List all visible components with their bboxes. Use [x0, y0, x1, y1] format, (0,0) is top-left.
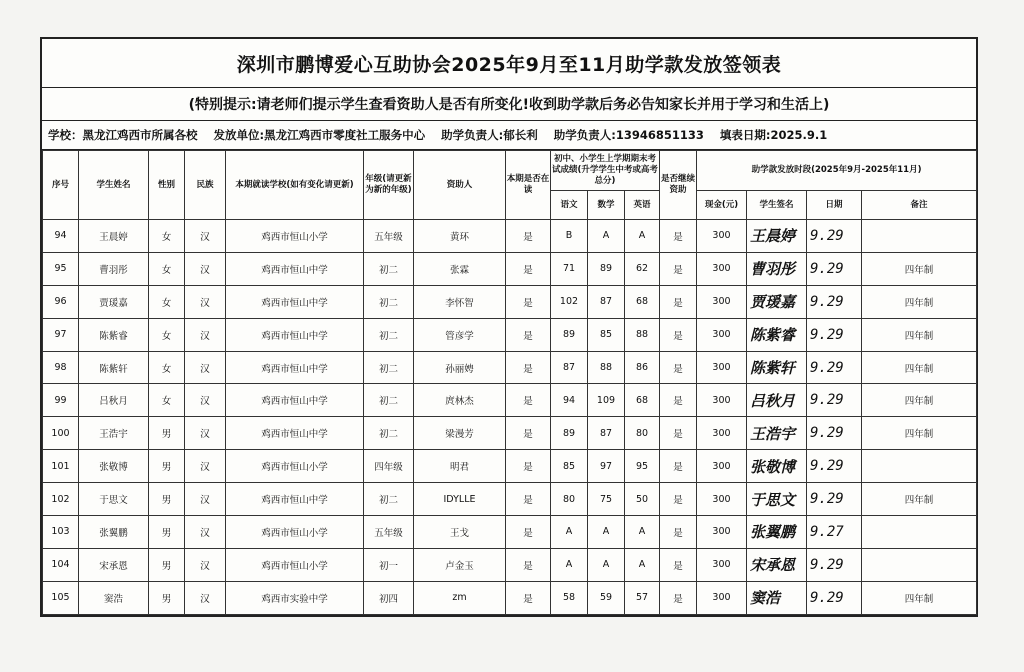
cell-enrolled: 是	[506, 285, 551, 318]
cell-school: 鸡西市恒山小学	[226, 450, 364, 483]
cell-cash: 300	[697, 285, 747, 318]
cell-continue: 是	[660, 548, 697, 581]
cell-math: 59	[588, 581, 625, 614]
cell-grade: 初二	[364, 351, 414, 384]
cell-enrolled: 是	[506, 483, 551, 516]
cell-ethnicity: 汉	[185, 417, 226, 450]
contact-phone: 助学负责人:13946851133	[553, 128, 704, 142]
cell-seq: 100	[43, 417, 79, 450]
table-row	[43, 581, 977, 614]
cell-name: 张翼鹏	[79, 516, 149, 549]
cell-school: 鸡西市恒山中学	[226, 483, 364, 516]
cell-cash: 300	[697, 516, 747, 549]
cell-enrolled: 是	[506, 351, 551, 384]
cell-math: 87	[588, 417, 625, 450]
cell-continue: 是	[660, 581, 697, 614]
cell-ethnicity: 汉	[185, 450, 226, 483]
cell-english: 68	[625, 384, 660, 417]
student-signature: 宋承恩	[747, 548, 807, 581]
cell-english: 80	[625, 417, 660, 450]
cell-gender: 男	[149, 450, 185, 483]
cell-seq: 96	[43, 285, 79, 318]
cell-chinese: 85	[551, 450, 588, 483]
cell-grade: 五年级	[364, 516, 414, 549]
student-signature: 王浩宇	[747, 417, 807, 450]
cell-continue: 是	[660, 417, 697, 450]
cell-chinese: 58	[551, 581, 588, 614]
cell-name: 贾瑗嘉	[79, 285, 149, 318]
cell-cash: 300	[697, 220, 747, 253]
cell-ethnicity: 汉	[185, 516, 226, 549]
cell-name: 王晨婷	[79, 220, 149, 253]
cell-enrolled: 是	[506, 318, 551, 351]
cell-math: 97	[588, 450, 625, 483]
cell-grade: 四年级	[364, 450, 414, 483]
cell-remark: 四年制	[862, 285, 977, 318]
cell-gender: 女	[149, 220, 185, 253]
cell-remark: 四年制	[862, 581, 977, 614]
table-row	[43, 220, 977, 253]
signature-date: 9.29	[807, 417, 862, 450]
cell-chinese: A	[551, 516, 588, 549]
signature-date: 9.29	[807, 581, 862, 614]
cell-sponsor: 王戈	[414, 516, 506, 549]
student-signature: 于思文	[747, 483, 807, 516]
cell-math: 87	[588, 285, 625, 318]
cell-seq: 102	[43, 483, 79, 516]
table-row	[43, 384, 977, 417]
cell-continue: 是	[660, 318, 697, 351]
header-date: 日期	[807, 191, 862, 220]
cell-school: 鸡西市恒山中学	[226, 384, 364, 417]
cell-ethnicity: 汉	[185, 220, 226, 253]
cell-ethnicity: 汉	[185, 252, 226, 285]
cell-name: 窦浩	[79, 581, 149, 614]
signature-date: 9.29	[807, 483, 862, 516]
cell-grade: 初一	[364, 548, 414, 581]
cell-chinese: 89	[551, 417, 588, 450]
cell-enrolled: 是	[506, 516, 551, 549]
header-name: 学生姓名	[79, 151, 149, 220]
cell-remark	[862, 548, 977, 581]
header-scores-group: 初中、小学生上学期期末考试成绩(升学学生中考或高考总分)	[551, 151, 660, 191]
cell-remark	[862, 220, 977, 253]
issuer-info: 发放单位:黑龙江鸡西市零度社工服务中心	[213, 128, 426, 142]
cell-remark: 四年制	[862, 351, 977, 384]
signature-date: 9.27	[807, 516, 862, 549]
special-notice: (特别提示:请老师们提示学生查看资助人是否有所变化!收到助学款后务必告知家长并用于学习和生活上)	[42, 88, 976, 121]
header-cash: 现金(元)	[697, 191, 747, 220]
cell-english: 95	[625, 450, 660, 483]
cell-continue: 是	[660, 351, 697, 384]
cell-cash: 300	[697, 351, 747, 384]
cell-english: A	[625, 516, 660, 549]
cell-english: 50	[625, 483, 660, 516]
cell-grade: 初二	[364, 483, 414, 516]
cell-name: 王浩宇	[79, 417, 149, 450]
cell-cash: 300	[697, 581, 747, 614]
header-continue: 是否继续资助	[660, 151, 697, 220]
signature-date: 9.29	[807, 318, 862, 351]
cell-gender: 女	[149, 351, 185, 384]
student-signature: 陈紫轩	[747, 351, 807, 384]
student-signature: 张翼鹏	[747, 516, 807, 549]
header-chinese: 语文	[551, 191, 588, 220]
student-signature: 王晨婷	[747, 220, 807, 253]
cell-english: 88	[625, 318, 660, 351]
cell-seq: 94	[43, 220, 79, 253]
info-line	[42, 121, 976, 150]
cell-chinese: 102	[551, 285, 588, 318]
cell-school: 鸡西市恒山中学	[226, 252, 364, 285]
table-row	[43, 417, 977, 450]
cell-chinese: 89	[551, 318, 588, 351]
cell-sponsor: 李怀智	[414, 285, 506, 318]
cell-cash: 300	[697, 252, 747, 285]
header-grade: 年级(请更新为新的年级)	[364, 151, 414, 220]
cell-remark: 四年制	[862, 318, 977, 351]
cell-english: A	[625, 548, 660, 581]
cell-math: 109	[588, 384, 625, 417]
cell-english: 62	[625, 252, 660, 285]
student-signature: 曹羽彤	[747, 252, 807, 285]
cell-continue: 是	[660, 516, 697, 549]
cell-grade: 初二	[364, 417, 414, 450]
table-row	[43, 252, 977, 285]
cell-sponsor: 管彦学	[414, 318, 506, 351]
student-signature: 陈紫睿	[747, 318, 807, 351]
cell-chinese: B	[551, 220, 588, 253]
cell-name: 陈紫睿	[79, 318, 149, 351]
header-gender: 性别	[149, 151, 185, 220]
cell-gender: 男	[149, 516, 185, 549]
cell-chinese: 87	[551, 351, 588, 384]
table-row	[43, 450, 977, 483]
cell-continue: 是	[660, 483, 697, 516]
cell-gender: 女	[149, 285, 185, 318]
sign-sheet	[40, 37, 978, 617]
signature-date: 9.29	[807, 351, 862, 384]
cell-name: 陈紫轩	[79, 351, 149, 384]
signature-date: 9.29	[807, 384, 862, 417]
signature-date: 9.29	[807, 285, 862, 318]
cell-continue: 是	[660, 285, 697, 318]
cell-math: 75	[588, 483, 625, 516]
cell-ethnicity: 汉	[185, 384, 226, 417]
cell-gender: 女	[149, 318, 185, 351]
cell-school: 鸡西市恒山中学	[226, 285, 364, 318]
signature-date: 9.29	[807, 220, 862, 253]
cell-sponsor: 张霖	[414, 252, 506, 285]
cell-math: 88	[588, 351, 625, 384]
header-remark: 备注	[862, 191, 977, 220]
cell-english: 57	[625, 581, 660, 614]
cell-math: 85	[588, 318, 625, 351]
cell-continue: 是	[660, 384, 697, 417]
cell-seq: 105	[43, 581, 79, 614]
cell-chinese: 80	[551, 483, 588, 516]
cell-gender: 男	[149, 483, 185, 516]
cell-continue: 是	[660, 252, 697, 285]
cell-sponsor: 明君	[414, 450, 506, 483]
cell-gender: 男	[149, 417, 185, 450]
cell-grade: 初二	[364, 285, 414, 318]
cell-grade: 初二	[364, 384, 414, 417]
cell-seq: 101	[43, 450, 79, 483]
table-row	[43, 318, 977, 351]
cell-name: 曹羽彤	[79, 252, 149, 285]
cell-sponsor: 孙丽娉	[414, 351, 506, 384]
header-enrolled: 本期是否在读	[506, 151, 551, 220]
cell-ethnicity: 汉	[185, 581, 226, 614]
cell-grade: 五年级	[364, 220, 414, 253]
cell-math: 89	[588, 252, 625, 285]
cell-enrolled: 是	[506, 384, 551, 417]
signature-date: 9.29	[807, 450, 862, 483]
cell-english: 68	[625, 285, 660, 318]
cell-name: 吕秋月	[79, 384, 149, 417]
school-info: 学校：黑龙江鸡西市所属各校	[48, 128, 198, 142]
cell-sponsor: zm	[414, 581, 506, 614]
cell-cash: 300	[697, 483, 747, 516]
cell-enrolled: 是	[506, 581, 551, 614]
cell-school: 鸡西市恒山小学	[226, 516, 364, 549]
cell-chinese: A	[551, 548, 588, 581]
header-school: 本期就读学校(如有变化请更新)	[226, 151, 364, 220]
fill-date: 填表日期:2025.9.1	[719, 128, 828, 142]
grant-table	[42, 150, 977, 615]
cell-seq: 98	[43, 351, 79, 384]
student-signature: 张敬博	[747, 450, 807, 483]
cell-sponsor: 卢金玉	[414, 548, 506, 581]
table-row	[43, 516, 977, 549]
cell-remark: 四年制	[862, 417, 977, 450]
cell-gender: 女	[149, 384, 185, 417]
cell-english: 86	[625, 351, 660, 384]
cell-ethnicity: 汉	[185, 318, 226, 351]
signature-date: 9.29	[807, 548, 862, 581]
cell-math: A	[588, 548, 625, 581]
header-seq: 序号	[43, 151, 79, 220]
cell-school: 鸡西市恒山中学	[226, 417, 364, 450]
cell-grade: 初四	[364, 581, 414, 614]
table-row	[43, 483, 977, 516]
cell-seq: 99	[43, 384, 79, 417]
header-sponsor: 资助人	[414, 151, 506, 220]
cell-remark	[862, 450, 977, 483]
cell-name: 宋承恩	[79, 548, 149, 581]
header-english: 英语	[625, 191, 660, 220]
cell-gender: 女	[149, 252, 185, 285]
header-math: 数学	[588, 191, 625, 220]
cell-seq: 97	[43, 318, 79, 351]
header-signature: 学生签名	[747, 191, 807, 220]
cell-chinese: 71	[551, 252, 588, 285]
cell-remark: 四年制	[862, 384, 977, 417]
cell-sponsor: 梁漫芳	[414, 417, 506, 450]
cell-sponsor: 黄环	[414, 220, 506, 253]
cell-grade: 初二	[364, 252, 414, 285]
cell-ethnicity: 汉	[185, 483, 226, 516]
cell-math: A	[588, 220, 625, 253]
sheet-title: 深圳市鹏博爱心互助协会2025年9月至11月助学款发放签领表	[42, 39, 976, 88]
cell-cash: 300	[697, 384, 747, 417]
cell-remark: 四年制	[862, 252, 977, 285]
cell-school: 鸡西市恒山小学	[226, 220, 364, 253]
cell-cash: 300	[697, 417, 747, 450]
cell-continue: 是	[660, 450, 697, 483]
cell-ethnicity: 汉	[185, 548, 226, 581]
cell-name: 于思文	[79, 483, 149, 516]
cell-grade: 初二	[364, 318, 414, 351]
cell-seq: 104	[43, 548, 79, 581]
student-signature: 贾瑗嘉	[747, 285, 807, 318]
cell-continue: 是	[660, 220, 697, 253]
cell-enrolled: 是	[506, 450, 551, 483]
cell-ethnicity: 汉	[185, 285, 226, 318]
cell-cash: 300	[697, 318, 747, 351]
table-row	[43, 351, 977, 384]
cell-gender: 男	[149, 548, 185, 581]
cell-math: A	[588, 516, 625, 549]
cell-sponsor: 庹林杰	[414, 384, 506, 417]
signature-date: 9.29	[807, 252, 862, 285]
cell-ethnicity: 汉	[185, 351, 226, 384]
cell-enrolled: 是	[506, 220, 551, 253]
cell-school: 鸡西市恒山小学	[226, 548, 364, 581]
cell-sponsor: IDYLLE	[414, 483, 506, 516]
cell-chinese: 94	[551, 384, 588, 417]
cell-school: 鸡西市恒山中学	[226, 351, 364, 384]
contact-person: 助学负责人:郁长利	[441, 128, 538, 142]
cell-enrolled: 是	[506, 417, 551, 450]
table-row	[43, 548, 977, 581]
cell-gender: 男	[149, 581, 185, 614]
student-signature: 窦浩	[747, 581, 807, 614]
header-ethnicity: 民族	[185, 151, 226, 220]
cell-seq: 103	[43, 516, 79, 549]
cell-english: A	[625, 220, 660, 253]
cell-name: 张敬博	[79, 450, 149, 483]
cell-remark	[862, 516, 977, 549]
cell-seq: 95	[43, 252, 79, 285]
table-row	[43, 285, 977, 318]
cell-remark: 四年制	[862, 483, 977, 516]
student-signature: 吕秋月	[747, 384, 807, 417]
cell-cash: 300	[697, 450, 747, 483]
cell-school: 鸡西市实验中学	[226, 581, 364, 614]
header-payment-group: 助学款发放时段(2025年9月-2025年11月)	[697, 151, 977, 191]
cell-enrolled: 是	[506, 252, 551, 285]
cell-enrolled: 是	[506, 548, 551, 581]
cell-school: 鸡西市恒山中学	[226, 318, 364, 351]
cell-cash: 300	[697, 548, 747, 581]
